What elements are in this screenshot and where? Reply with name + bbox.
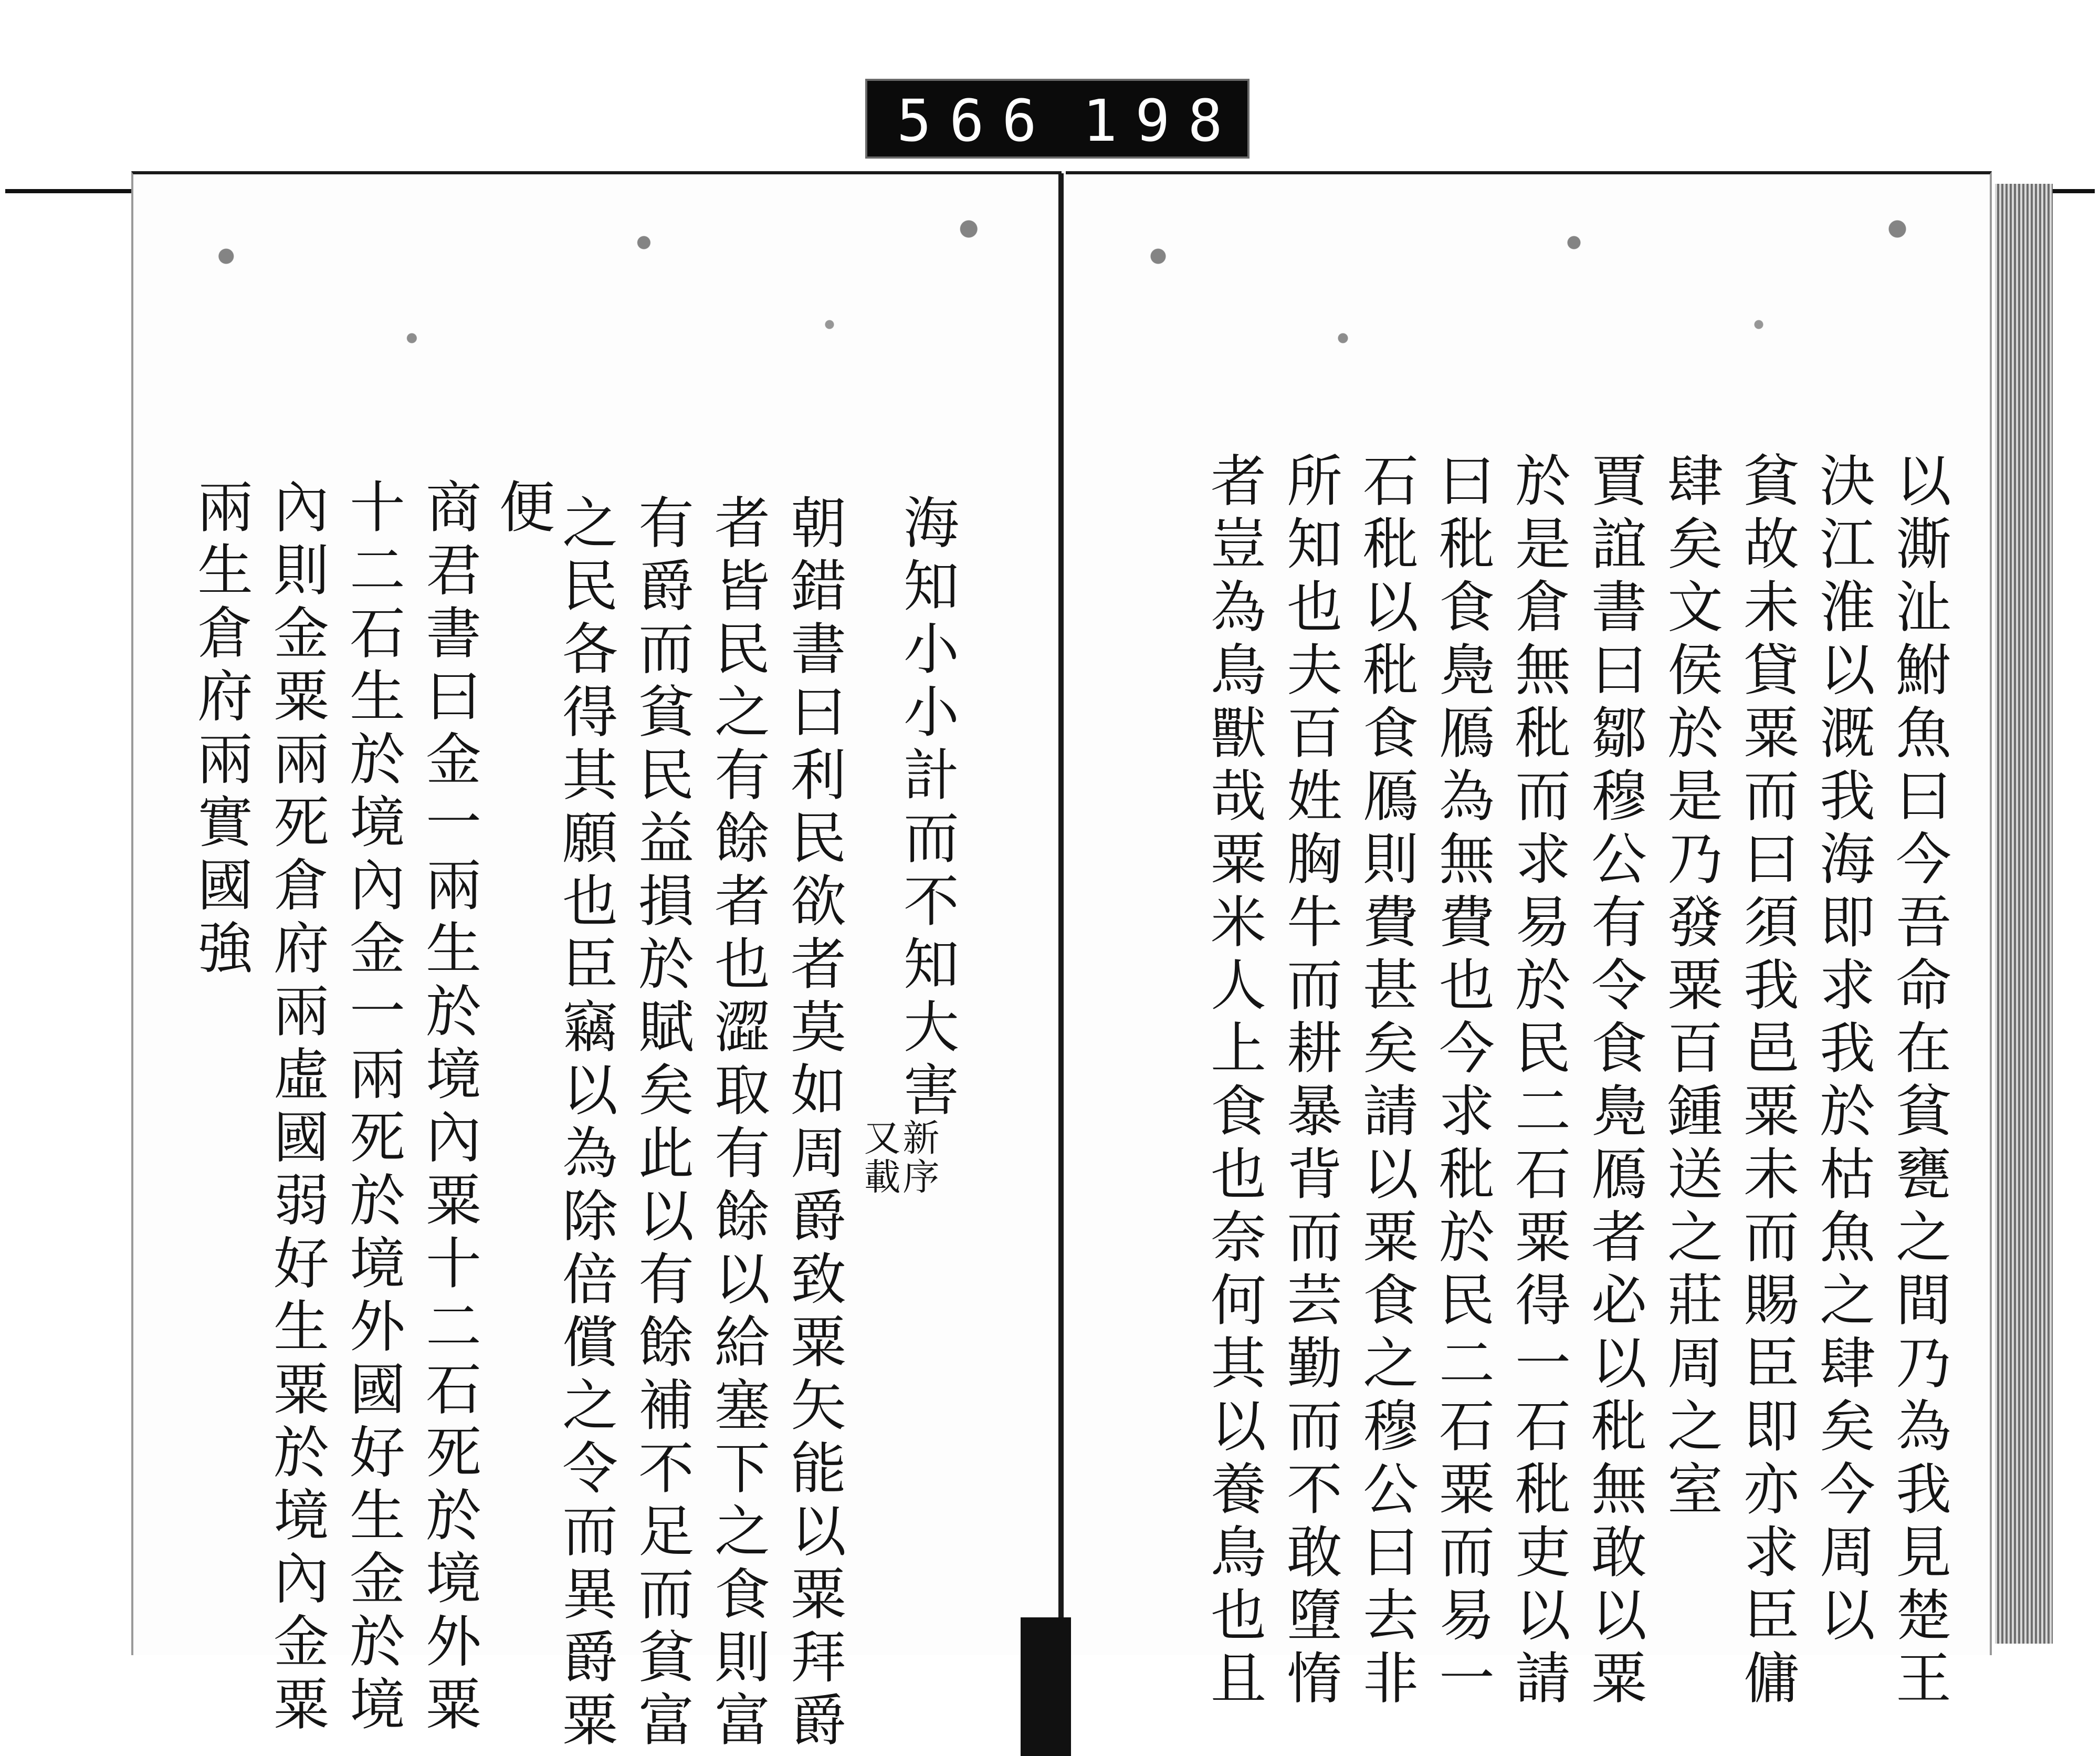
right-col-3: 貧故未貸粟而曰須我邑粟未而賜臣即亦求臣傭 bbox=[1735, 452, 1799, 1712]
right-col-4: 肆矣文侯於是乃發粟百鍾送之莊周之室 bbox=[1658, 452, 1723, 1523]
book-page-edges bbox=[1995, 184, 2053, 1644]
right-col-5: 賈誼書曰鄒穆公有令食鳧鴈者必以秕無敢以粟 bbox=[1582, 452, 1647, 1712]
left-col-6: 便 bbox=[490, 478, 555, 541]
left-col-9: 內則金粟兩死倉府兩虛國弱好生粟於境內金粟 bbox=[265, 478, 329, 1738]
left-col-4: 有爵而貧民益損於賦矣此以有餘補不足而貧富 bbox=[629, 494, 694, 1754]
right-col-9: 所知也夫百姓胸牛而耕暴背而芸勤而不敢墮惰 bbox=[1278, 452, 1342, 1712]
left-col-1: 海知小小計而不知大害 bbox=[895, 494, 959, 1124]
left-page-damage bbox=[133, 174, 1062, 447]
right-page-damage bbox=[1066, 174, 1990, 447]
right-col-8: 石秕以秕食鴈則費甚矣請以粟食之穆公曰去非 bbox=[1354, 452, 1419, 1712]
left-col-1-note-a: 新序 bbox=[897, 1119, 940, 1196]
left-col-10: 兩生倉府兩實國強 bbox=[188, 478, 253, 982]
right-col-7: 曰秕食鳧鴈為無費也今求秕於民二石粟而易一 bbox=[1430, 452, 1495, 1712]
archive-label bbox=[865, 79, 1293, 159]
left-col-8: 十二石生於境內金一兩死於境外國好生金於境 bbox=[341, 478, 405, 1738]
binding-rod-left bbox=[5, 189, 136, 193]
book-spine bbox=[1058, 173, 1064, 1644]
archive-label-right: 198. bbox=[1083, 87, 1293, 154]
right-col-2: 決江淮以溉我海即求我於枯魚之肆矣今周以 bbox=[1811, 452, 1875, 1649]
archive-label-left: 566 bbox=[897, 87, 1055, 154]
left-col-7: 商君書曰金一兩生於境內粟十二石死於境外粟 bbox=[417, 478, 481, 1738]
right-col-1: 以澌沚鮒魚曰今吾命在貧甕之間乃為我見楚王 bbox=[1887, 452, 1951, 1712]
right-col-10: 者豈為鳥獸哉粟米人上食也奈何其以養鳥也且 bbox=[1202, 452, 1266, 1712]
left-col-3: 者皆民之有餘者也澀取有餘以給塞下之食則富 bbox=[706, 494, 770, 1754]
left-col-2: 朝錯書曰利民欲者莫如周爵致粟矢能以粟拜爵 bbox=[782, 494, 846, 1754]
right-col-6: 於是倉無秕而求易於民二石粟得一石秕吏以請 bbox=[1506, 452, 1571, 1712]
left-col-1-note-b: 又載 bbox=[858, 1119, 901, 1196]
left-col-5: 之民各得其願也臣竊以為除倍償之令而異爵粟 bbox=[553, 494, 618, 1754]
spine-marker bbox=[1021, 1617, 1071, 1756]
